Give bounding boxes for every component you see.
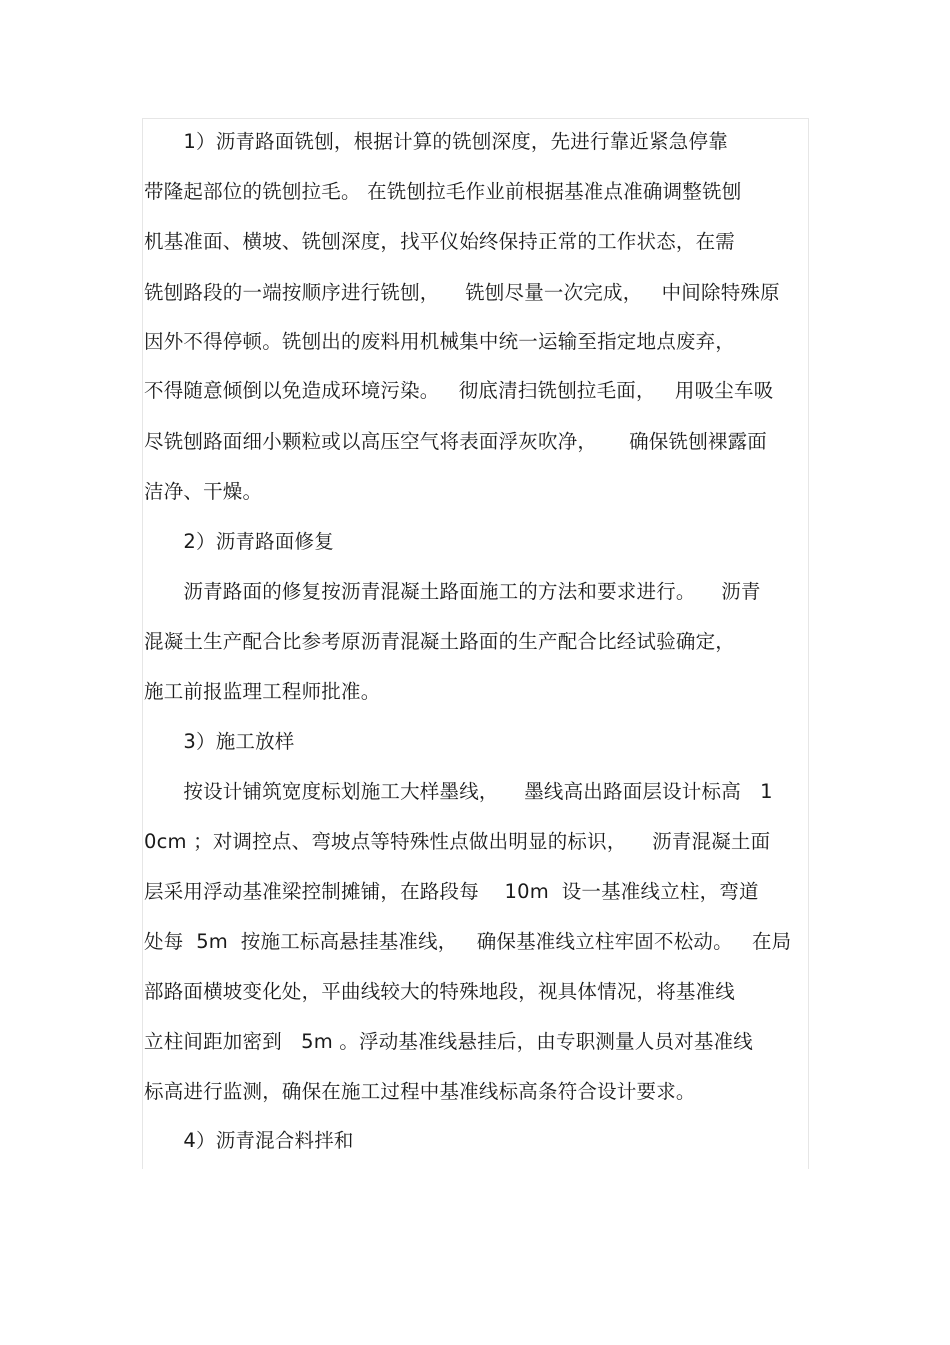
text-line: 不得随意倾倒以免造成环境污染。 彻底清扫铣刨拉毛面， 用吸尘车吸 xyxy=(144,379,774,402)
text-line: 按设计铺筑宽度标划施工大样墨线， 墨线高出路面层设计标高 1 xyxy=(144,780,773,803)
text-line: 洁净、干燥。 xyxy=(144,480,263,503)
text-line: 沥青路面的修复按沥青混凝土路面施工的方法和要求进行。 沥青 xyxy=(144,580,761,603)
text-line: 施工前报监理工程师批准。 xyxy=(144,680,381,703)
text-line: 0cm ；对调控点、弯坡点等特殊性点做出明显的标识， 沥青混凝土面 xyxy=(144,830,771,853)
section-heading: 3）施工放样 xyxy=(144,730,295,753)
text-line: 立柱间距加密到 5m 。浮动基准线悬挂后，由专职测量人员对基准线 xyxy=(144,1030,753,1053)
text-line: 标高进行监测，确保在施工过程中基准线标高条符合设计要求。 xyxy=(144,1080,696,1103)
text-line: 铣刨路段的一端按顺序进行铣刨， 铣刨尽量一次完成， 中间除特殊原 xyxy=(144,281,780,304)
text-line: 1）沥青路面铣刨，根据计算的铣刨深度，先进行靠近紧急停靠 xyxy=(144,130,728,153)
section-heading: 4）沥青混合料拌和 xyxy=(144,1129,354,1152)
text-line: 机基准面、横坡、铣刨深度，找平仪始终保持正常的工作状态，在需 xyxy=(144,230,736,253)
text-line: 部路面横坡变化处，平曲线较大的特殊地段，视具体情况，将基准线 xyxy=(144,980,736,1003)
text-line: 混凝土生产配合比参考原沥青混凝土路面的生产配合比经试验确定， xyxy=(144,630,736,653)
text-line: 层采用浮动基准梁控制摊铺，在路段每 10m 设一基准线立柱，弯道 xyxy=(144,880,759,903)
text-line: 因外不得停顿。铣刨出的废料用机械集中统一运输至指定地点废弃， xyxy=(144,330,736,353)
text-line: 尽铣刨路面细小颗粒或以高压空气将表面浮灰吹净， 确保铣刨裸露面 xyxy=(144,430,767,453)
section-heading: 2）沥青路面修复 xyxy=(144,530,334,553)
text-line: 处每 5m 按施工标高悬挂基准线， 确保基准线立柱牢固不松动。 在局 xyxy=(144,930,792,953)
text-line: 带隆起部位的铣刨拉毛。 在铣刨拉毛作业前根据基准点准确调整铣刨 xyxy=(144,180,742,203)
